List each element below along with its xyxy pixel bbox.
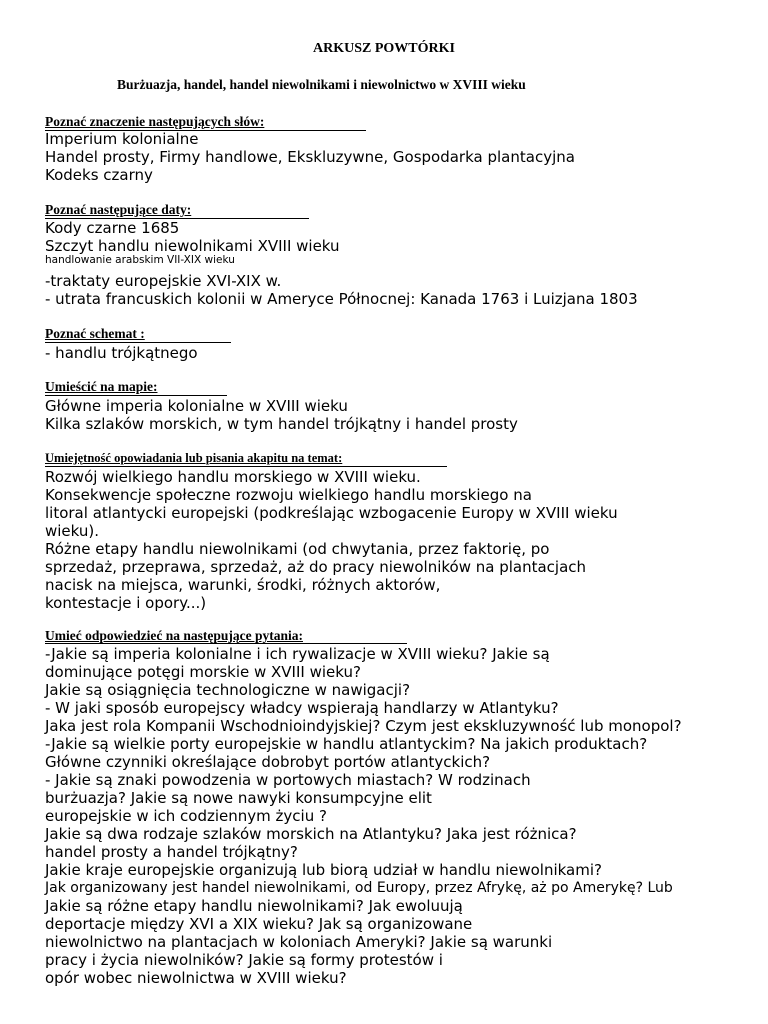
- section-heading-dates: Poznać następujące daty:: [45, 202, 192, 217]
- section-heading-map: Umieścić na mapie:: [45, 379, 158, 394]
- text-line: Rozwój wielkiego handlu morskiego w XVIII wieku.: [45, 468, 421, 486]
- text-line: Główne czynniki określające dobrobyt portów atlantyckich?: [45, 753, 491, 771]
- heading-underline: [45, 466, 447, 467]
- text-line: Jakie są dwa rodzaje szlaków morskich na Atlantyku? Jaka jest różnica?: [45, 825, 577, 843]
- section-heading-questions: Umieć odpowiedzieć na następujące pytania:: [45, 628, 303, 643]
- text-line: Kody czarne 1685: [45, 219, 180, 237]
- text-line: Szczyt handlu niewolnikami XVIII wieku: [45, 237, 340, 255]
- text-line: wieku).: [45, 522, 100, 540]
- text-line: -traktaty europejskie XVI-XIX w.: [45, 272, 282, 290]
- text-line: Handel prosty, Firmy handlowe, Ekskluzywne, Gospodarka plantacyjna: [45, 148, 575, 166]
- text-line: nacisk na miejsca, warunki, środki, różnych aktorów,: [45, 576, 441, 594]
- text-line: - handlu trójkątnego: [45, 344, 198, 362]
- text-line: Jaka jest rola Kompanii Wschodnioindyjskiej? Czym jest ekskluzywność lub monopol?: [45, 717, 682, 735]
- section-heading-narrative: Umiejętność opowiadania lub pisania akapitu na temat:: [45, 451, 343, 465]
- text-line: Główne imperia kolonialne w XVIII wieku: [45, 397, 348, 415]
- text-line: Kilka szlaków morskich, w tym handel trójkątny i handel prosty: [45, 415, 518, 433]
- text-line: dominujące potęgi morskie w XVIII wieku?: [45, 663, 361, 681]
- text-line: -Jakie są imperia kolonialne i ich rywalizacje w XVIII wieku? Jakie są: [45, 645, 550, 663]
- text-line: Konsekwencje społeczne rozwoju wielkiego handlu morskiego na: [45, 486, 532, 504]
- text-line: Jak organizowany jest handel niewolnikami, od Europy, przez Afrykę, aż po Amerykę? Lub: [45, 880, 673, 896]
- text-line: Jakie są osiągnięcia technologiczne w nawigacji?: [45, 681, 411, 699]
- text-line: Jakie są różne etapy handlu niewolnikami? Jak ewoluują: [45, 897, 463, 915]
- heading-underline: [45, 342, 231, 343]
- text-line: Jakie kraje europejskie organizują lub biorą udział w handlu niewolnikami?: [45, 861, 602, 879]
- text-line-small: handlowanie arabskim VII-XIX wieku: [45, 254, 235, 266]
- text-line: Imperium kolonialne: [45, 130, 199, 148]
- section-heading-schema: Poznać schemat :: [45, 326, 145, 341]
- text-line: kontestacje i opory...): [45, 594, 207, 612]
- text-line: opór wobec niewolnictwa w XVIII wieku?: [45, 969, 347, 987]
- text-line: -Jakie są wielkie porty europejskie w handlu atlantyckim? Na jakich produktach?: [45, 735, 648, 753]
- heading-underline: [45, 643, 407, 644]
- text-line: - W jaki sposób europejscy władcy wspierają handlarzy w Atlantyku?: [45, 699, 559, 717]
- text-line: handel prosty a handel trójkątny?: [45, 843, 298, 861]
- text-line: - utrata francuskich kolonii w Ameryce Północnej: Kanada 1763 i Luizjana 1803: [45, 290, 638, 308]
- text-line: litoral atlantycki europejski (podkreślając wzbogacenie Europy w XVIII wieku: [45, 504, 618, 522]
- section-heading-words: Poznać znaczenie następujących słów:: [45, 114, 265, 129]
- text-line: europejskie w ich codziennym życiu ?: [45, 807, 327, 825]
- text-line: deportacje między XVI a XIX wieku? Jak są organizowane: [45, 915, 473, 933]
- heading-underline: [45, 395, 227, 396]
- page-subtitle: Burżuazja, handel, handel niewolnikami i niewolnictwo w XVIII wieku: [117, 77, 526, 92]
- text-line: niewolnictwo na plantacjach w koloniach Ameryki? Jakie są warunki: [45, 933, 553, 951]
- text-line: sprzedaż, przeprawa, sprzedaż, aż do pracy niewolników na plantacjach: [45, 558, 587, 576]
- text-line: - Jakie są znaki powodzenia w portowych miastach? W rodzinach: [45, 771, 531, 789]
- text-line: Różne etapy handlu niewolnikami (od chwytania, przez faktorię, po: [45, 540, 550, 558]
- text-line: pracy i życia niewolników? Jakie są formy protestów i: [45, 951, 443, 969]
- text-line: Kodeks czarny: [45, 166, 153, 184]
- text-line: burżuazja? Jakie są nowe nawyki konsumpcyjne elit: [45, 789, 432, 807]
- page-title: ARKUSZ POWTÓRKI: [313, 41, 455, 56]
